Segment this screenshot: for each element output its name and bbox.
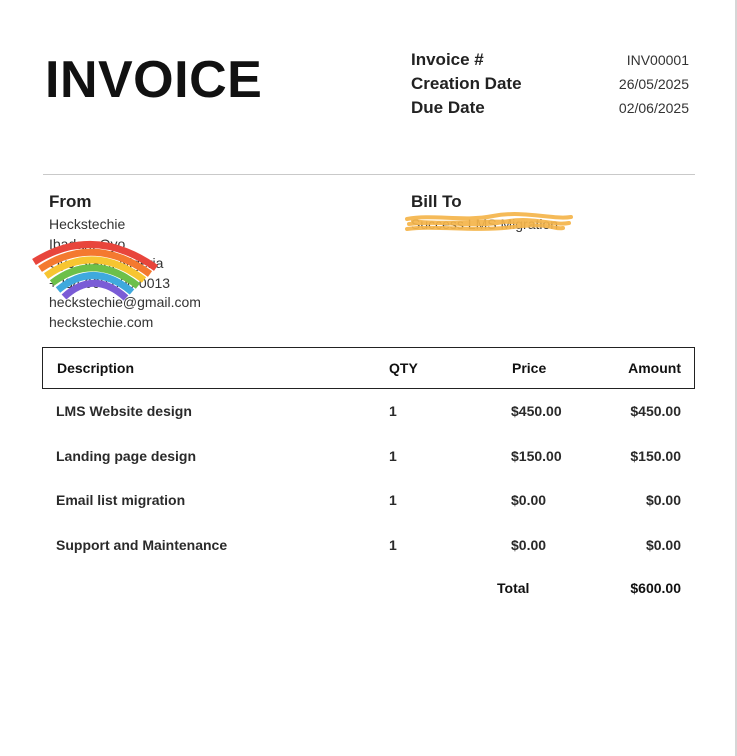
redaction-scribble	[403, 210, 575, 236]
from-line: Ibadan, Oyo	[49, 235, 126, 252]
invoice-number-value: INV00001	[626, 52, 689, 68]
creation-date-label: Creation Date	[411, 74, 522, 93]
table-row: Landing page design 1 $150.00 $150.00	[56, 448, 681, 464]
table-row: LMS Website design 1 $450.00 $450.00	[56, 403, 681, 419]
creation-date-value: 26/05/2025	[618, 76, 689, 92]
total-label: Total	[497, 580, 530, 596]
bill-to-title: Bill To	[411, 192, 462, 211]
row-amount: $450.00	[630, 403, 681, 419]
from-title: From	[49, 192, 92, 211]
table-header: Description QTY Price Amount	[42, 347, 695, 389]
from-line: +234 000 000 0013	[49, 274, 171, 291]
col-amount: Amount	[628, 360, 681, 376]
total-row	[42, 580, 695, 600]
invoice-meta-labels	[411, 50, 522, 122]
row-amount: $0.00	[645, 492, 681, 508]
due-date-value: 02/06/2025	[618, 100, 689, 116]
from-website: heckstechie.com	[49, 313, 154, 330]
invoice-title: INVOICE	[45, 51, 263, 109]
due-date-label: Due Date	[411, 98, 485, 117]
total-value: $600.00	[630, 580, 681, 596]
table-row: Support and Maintenance 1 $0.00 $0.00	[56, 537, 681, 553]
row-description: LMS Website design	[56, 403, 192, 419]
row-description: Email list migration	[56, 492, 186, 508]
row-description: Support and Maintenance	[56, 537, 228, 553]
row-amount: $0.00	[645, 537, 681, 553]
table-row: Email list migration 1 $0.00 $0.00	[56, 492, 681, 508]
from-email: heckstechie@gmail.com	[49, 294, 201, 310]
header-divider	[43, 174, 695, 175]
col-description: Description	[57, 360, 135, 376]
from-line: Heckstechie	[49, 216, 126, 232]
row-amount: $150.00	[630, 448, 681, 464]
invoice-number-label: Invoice #	[411, 50, 484, 69]
rainbow-sticker-icon	[28, 228, 164, 308]
row-description: Landing page design	[56, 448, 197, 464]
invoice-meta-values	[619, 51, 689, 123]
from-line: Oyo State, Nigeria	[49, 255, 164, 271]
bill-to-line: Success LMS Migration	[411, 216, 559, 232]
